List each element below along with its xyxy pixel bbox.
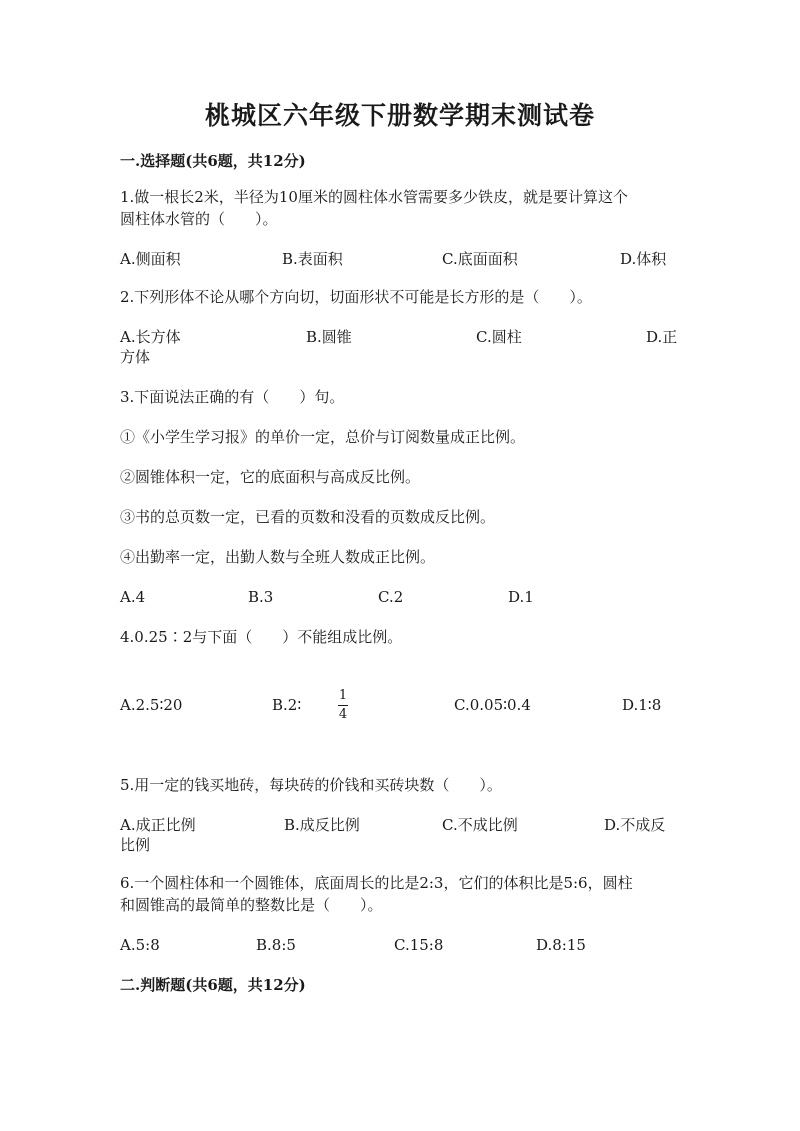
option-a: A.长方体	[120, 328, 181, 346]
option-c: C.底面面积	[442, 250, 518, 268]
option-c: C.15:8	[394, 936, 444, 954]
section-heading-judgement: 二.判断题(共6题，共12分)	[120, 976, 306, 994]
option-d: D.体积	[620, 250, 667, 268]
question-6-text-cont: 和圆锥高的最简单的整数比是（ ）。	[120, 896, 383, 914]
question-5-text: 5.用一定的钱买地砖，每块砖的价钱和买砖块数（ ）。	[120, 776, 502, 794]
option-d-cont: 方体	[120, 348, 151, 366]
option-a: A.2.5∶20	[120, 696, 183, 714]
option-b: B.圆锥	[306, 328, 352, 346]
page-title: 桃城区六年级下册数学期末测试卷	[204, 101, 595, 130]
option-a: A.5:8	[120, 936, 160, 954]
option-d-cont: 比例	[120, 836, 151, 854]
option-d: D.1	[508, 588, 534, 606]
option-b: B.表面积	[282, 250, 343, 268]
question-2-text: 2.下列形体不论从哪个方向切，切面形状不可能是长方形的是（ ）。	[120, 288, 592, 306]
fraction-one-quarter	[338, 688, 348, 723]
fraction-numerator: 1	[338, 688, 348, 703]
option-c: C.圆柱	[476, 328, 522, 346]
fraction-bar	[338, 705, 348, 706]
statement-1: ①《小学生学习报》的单价一定，总价与订阅数量成正比例。	[120, 428, 526, 446]
question-3-text: 3.下面说法正确的有（ ）句。	[120, 388, 345, 406]
option-a: A.4	[120, 588, 146, 606]
option-d: D.1∶8	[622, 696, 662, 714]
question-4-text: 4.0.25∶2与下面（ ）不能组成比例。	[120, 628, 403, 646]
option-b: B.成反比例	[284, 816, 360, 834]
option-b: B.3	[248, 588, 274, 606]
option-c: C.0.05∶0.4	[454, 696, 531, 714]
option-d: D.正	[646, 328, 678, 346]
option-d: D.不成反	[604, 816, 666, 834]
statement-2: ②圆锥体积一定，它的底面积与高成反比例。	[120, 468, 421, 486]
option-c: C.不成比例	[442, 816, 518, 834]
option-a: A.成正比例	[120, 816, 196, 834]
section-heading-choice: 一.选择题(共6题，共12分)	[120, 152, 306, 170]
option-a: A.侧面积	[120, 250, 181, 268]
statement-3: ③书的总页数一定，已看的页数和没看的页数成反比例。	[120, 508, 496, 526]
statement-4: ④出勤率一定，出勤人数与全班人数成正比例。	[120, 548, 436, 566]
option-b: B.2∶	[272, 696, 302, 714]
question-6-text: 6.一个圆柱体和一个圆锥体，底面周长的比是2:3，它们的体积比是5:6，圆柱	[120, 874, 633, 892]
option-b: B.8:5	[256, 936, 296, 954]
option-d: D.8:15	[536, 936, 586, 954]
question-1-text-cont: 圆柱体水管的（ ）。	[120, 210, 278, 228]
option-c: C.2	[378, 588, 404, 606]
fraction-denominator: 4	[338, 707, 348, 722]
question-1-text: 1.做一根长2米，半径为10厘米的圆柱体水管需要多少铁皮，就是要计算这个	[120, 188, 628, 206]
